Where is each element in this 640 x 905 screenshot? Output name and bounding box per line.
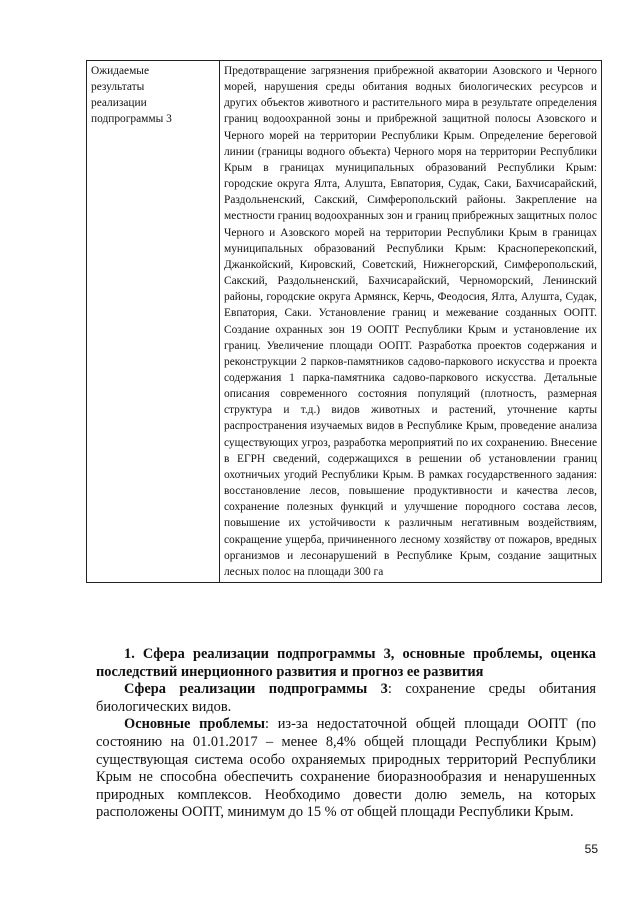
- table-content-cell: Предотвращение загрязнения прибрежной акватории Азовского и Черного морей, нарушения среды обитания водных биологических ресурсов и других объектов животного и растительного мира в результате определения границ водоохранной зоны и прибрежной защитной полосы Азовского и Черного морей на территории Республики Крым. Определение береговой линии (границы водного объекта) Черного моря на территории Республики Крым в границах муниципальных образований Республики Крым: городские округа Ялта, Алушта, Евпатория, Судак, Саки, Бахчисарайский, Раздольненский, Сакский, Симферопольский районы. Закрепление на местности границ водоохранных зон и границ прибрежных защитных полос Черного и Азовского морей на территории Республики Крым в границах муниципальных образований Республики Крым: Красноперекопский, Джанкойский, Кировский, Советский, Нижнегорский, Симферопольский, Сакский, Раздольненский, Бахчисарайский, Черноморский, Ленинский районы, городские округа Армянск, Керчь, Феодосия, Ялта, Алушта, Судак, Евпатория, Саки. Установление границ и межевание созданных ООПТ. Создание охранных зон 19 ООПТ Республики Крым и установление их границ. Увеличение площади ООПТ. Разработка проектов содержания и реконструкции 2 парков-памятников садово-паркового искусства и проекта содержания 1 парка-памятника садово-паркового искусства. Детальные описания современного состояния популяций (плотность, размерная структура и т.д.) видов животных и растений, уточнение карты распространения изучаемых видов в Республике Крым, проведение анализа существующих угроз, разработка мероприятий по их сохранению. Внесение в ЕГРН сведений, содержащихся в решении об установлении границ охотничьих угодий Республики Крым. В рамках государственного задания: восстановление лесов, повышение продуктивности и качества лесов, сохранение полезных функций и улучшение породного состава лесов, повышение их устойчивости к различным негативным воздействиям, сокращение ущерба, причиненного лесному хозяйству от пожаров, вредных организмов и лесонарушений в Республике Крым, создание защитных лесных полос на площади 300 га: [224, 65, 597, 578]
- sphere-paragraph: [96, 681, 596, 716]
- problems-text: : из-за недостаточной общей площади ООПТ (по состоянию на 01.01.2017 – менее 8,4% общей площади Республики Крым) существующая система особо охраняемых природных территорий Республики Крым не способна обеспечить сохранение биоразнообразия и ненарушенных природных комплексов. Необходимо довести долю земель, на которых расположены ООПТ, минимум до 15 % от общей площади Республики Крым.: [96, 716, 596, 821]
- page-number: 55: [584, 842, 598, 856]
- problems-paragraph: [96, 716, 596, 822]
- sphere-label: Сфера реализации подпрограммы 3: [124, 681, 388, 698]
- table-label-cell: Ожидаемые результаты реализации подпрограммы 3: [87, 61, 220, 582]
- section-heading: 1. Сфера реализации подпрограммы 3, основные проблемы, оценка последствий инерционного развития и прогноз ее развития: [96, 646, 596, 680]
- problems-label: Основные проблемы: [124, 716, 265, 733]
- sphere-text: : сохранение среды обитания биологических видов.: [96, 681, 596, 715]
- section-body: [96, 646, 596, 822]
- results-table: [86, 60, 602, 583]
